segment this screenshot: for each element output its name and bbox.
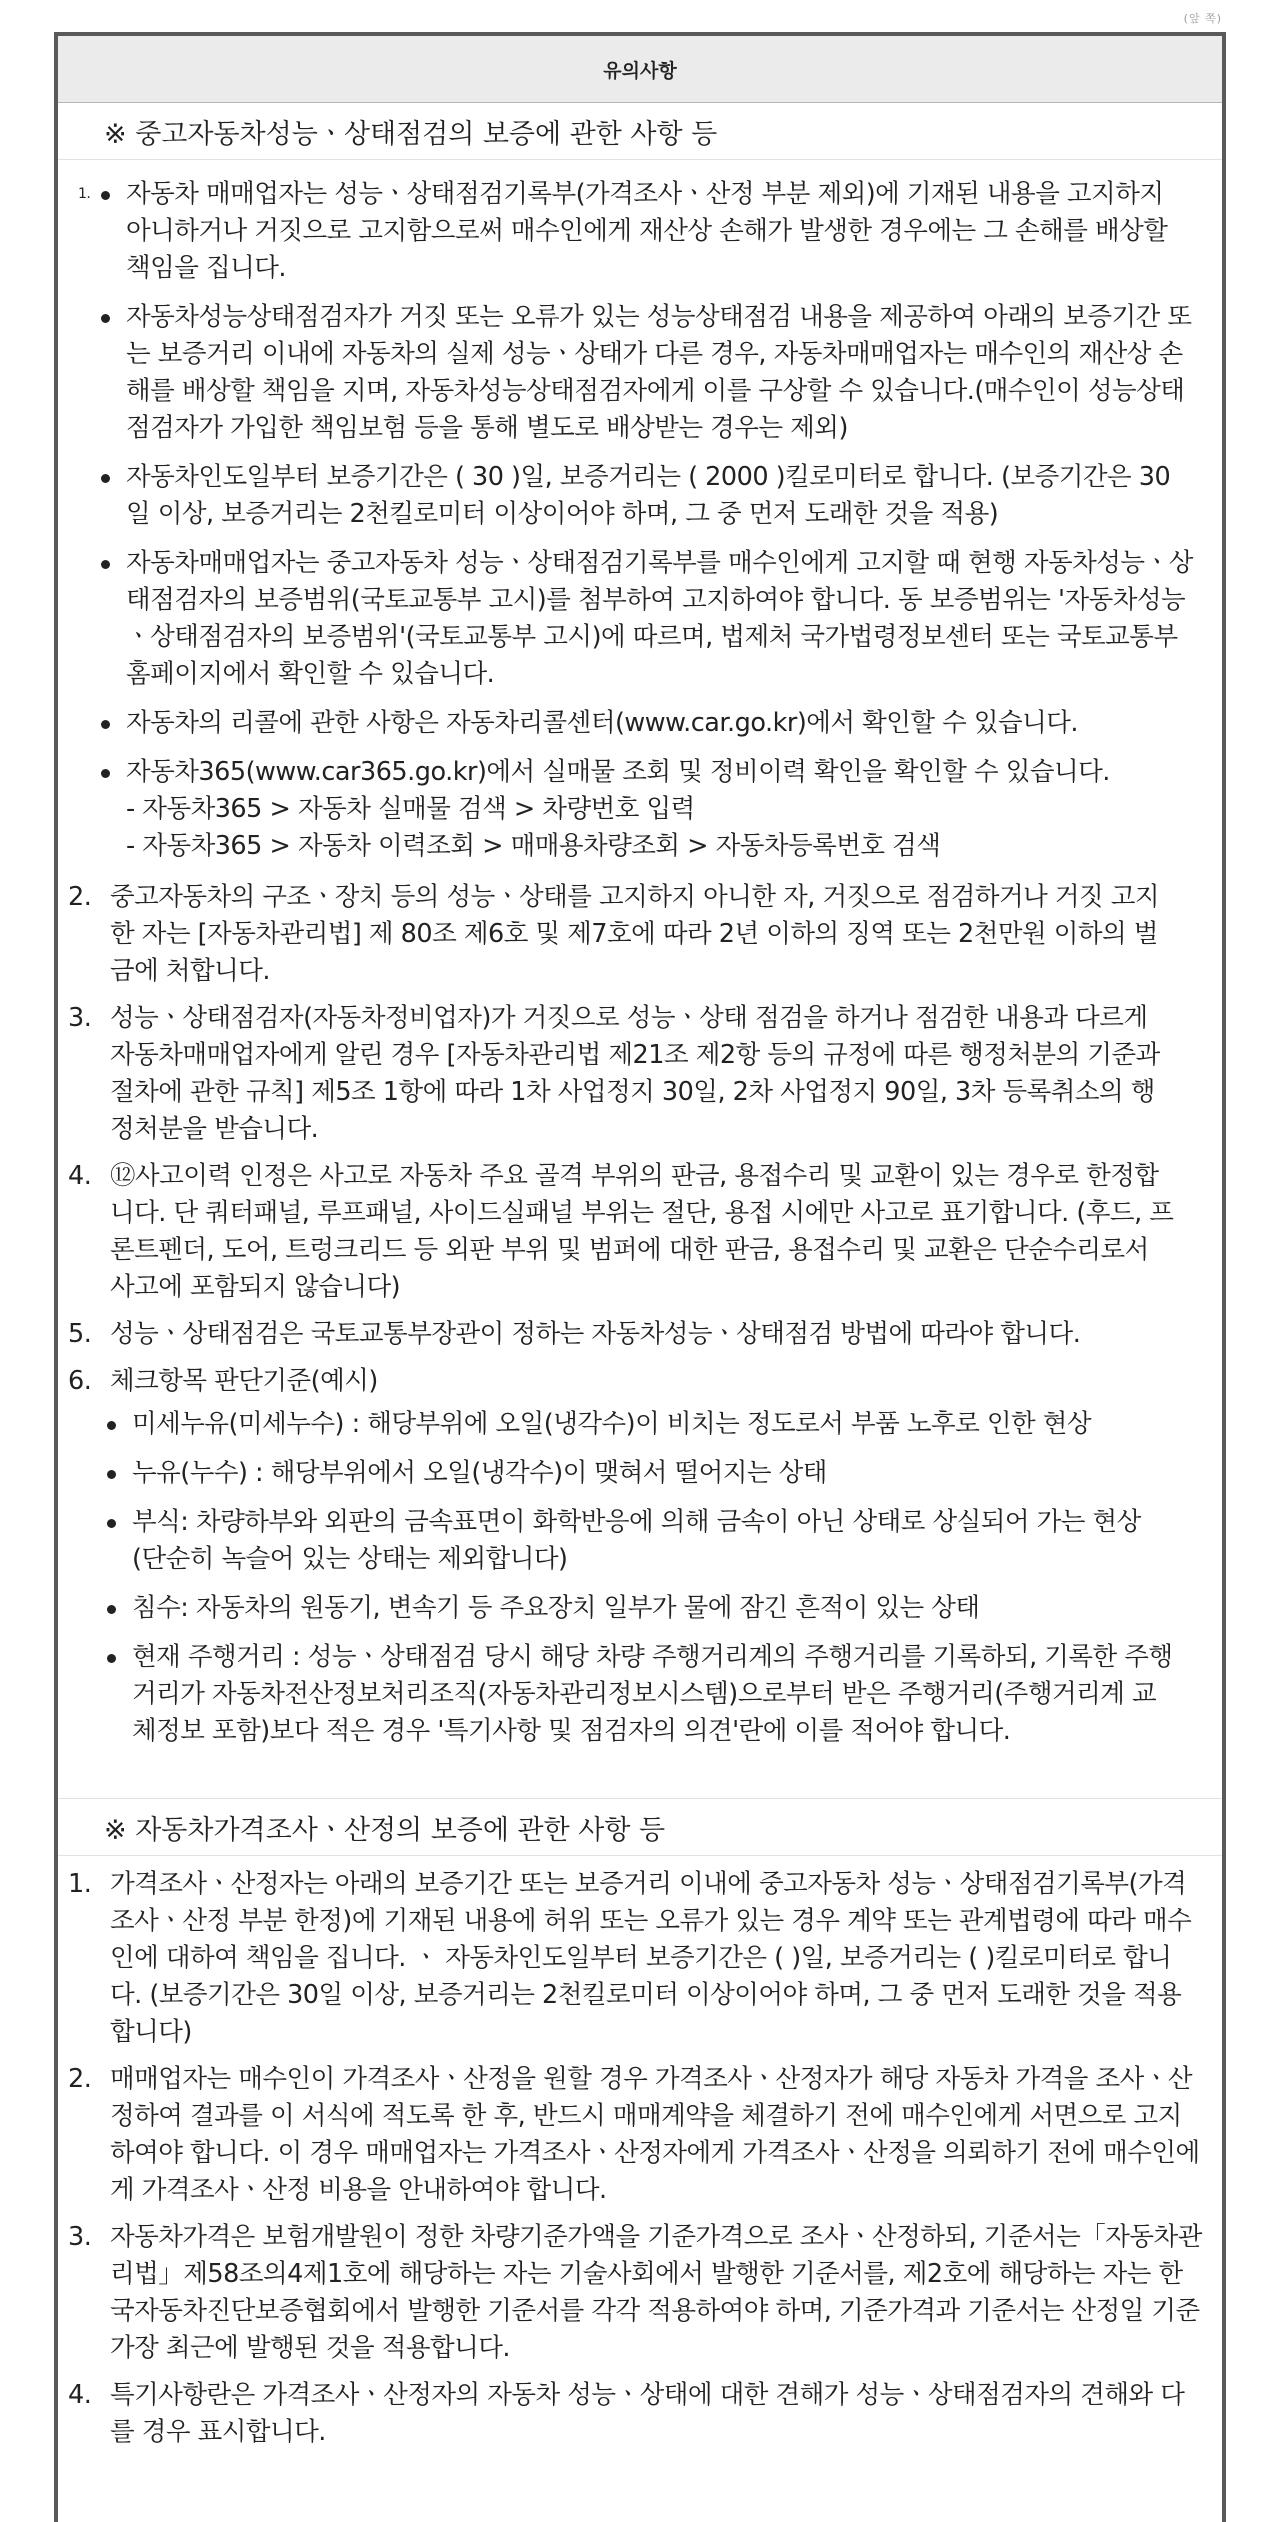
section-2-title: ※ 자동차가격조사ㆍ산정의 보증에 관한 사항 등 bbox=[58, 1799, 1222, 1856]
criteria-bullet: 부식: 차량하부와 외판의 금속표면이 화학반응에 의해 금속이 아닌 상태로 상실되어 가는 현상(단순히 녹슬어 있는 상태는 제외합니다) bbox=[104, 1504, 1174, 1578]
item-1-bullet-list bbox=[78, 176, 1194, 865]
item-1-bullet: 자동차성능상태점검자가 거짓 또는 오류가 있는 성능상태점검 내용을 제공하여 아래의 보증기간 또는 보증거리 이내에 자동차의 실제 성능ㆍ상태가 다른 경우, 자동차매매업자는 매수인의 재산상 손해를 배상할 책임을 지며, 자동차성능상태점검자에게 이를 구상할 수 있습니다.(매수인이 성능상태점검자가 가입한 책임보험 등을 통해 별도로 배상받는 경우는 제외) bbox=[98, 299, 1194, 447]
item-1-bullet-car365: 자동차365(www.car365.go.kr)에서 실매물 조회 및 정비이력 확인을 확인할 수 있습니다. - 자동차365 > 자동차 실매물 검색 > 차량번호 입력 - 자동차365 > 자동차 이력조회 > 매매용차량조회 > 자동차등록번호 검색 bbox=[98, 754, 1194, 865]
numbered-item: 4. 특기사항란은 가격조사ㆍ산정자의 자동차 성능ㆍ상태에 대한 견해가 성능ㆍ상태점검자의 견해와 다를 경우 표시합니다. bbox=[68, 2380, 1185, 2447]
criteria-bullet: 현재 주행거리 : 성능ㆍ상태점검 당시 해당 차량 주행거리계의 주행거리를 기록하되, 기록한 주행거리가 자동차전산정보처리조직(자동차관리정보시스템)으로부터 받은 주행거리(주행거리계 교체정보 포함)보다 적은 경우 '특기사항 및 점검자의 의견'란에 이를 적어야 합니다. bbox=[104, 1639, 1174, 1750]
numbered-item-criteria: 6. 체크항목 판단기준(예시) 미세누유(미세누수) : 해당부위에 오일(냉각수)이 비치는 정도로서 부품 노후로 인한 현상 누유(누수) : 해당부위에서 오일(냉각수)이 맺혀서 떨어지는 상태 부식: 차량하부와 외판의 금속표면이 화학반응에 의해 금속이 아닌 상태로 상실되어 가는 현상(단순히 녹슬어 있는 상태는 제외합니다) 침수: 자동차의 원동기, 변속기 등 주요장치 일부가 물에 잠긴 흔적이 있는 상태 현재 주행거리 : 성능ㆍ상태점검 당시 해당 차량 주행거리계의 주행거리를 기록하되, 기록한 주행거리가 자동차전산정보처리조직(자동차관리정보시스템)으로부터 받은 주행거리(주행거리계 교체정보 포함)보다 적은 경우 '특기사항 및 점검자의 의견'란에 이를 적어야 합니다. bbox=[68, 1363, 1174, 1750]
section-divider bbox=[58, 1762, 1222, 1799]
car365-path-2: - 자동차365 > 자동차 이력조회 > 매매용차량조회 > 자동차등록번호 검색 bbox=[126, 831, 941, 861]
numbered-item: 2. 매매업자는 매수인이 가격조사ㆍ산정을 원할 경우 가격조사ㆍ산정자가 해당 자동차 가격을 조사ㆍ산정하여 결과를 이 서식에 적도록 한 후, 반드시 매매계약을 체결하기 전에 매수인에게 서면으로 고지하여야 합니다. 이 경우 매매업자는 가격조사ㆍ산정자에게 가격조사ㆍ산정을 의뢰하기 전에 매수인에게 가격조사ㆍ산정 비용을 안내하여야 합니다. bbox=[68, 2064, 1200, 2205]
section-2-numbered-list bbox=[58, 1866, 1222, 2451]
numbered-item: 4. ⑫사고이력 인정은 사고로 자동차 주요 골격 부위의 판금, 용접수리 및 교환이 있는 경우로 한정합니다. 단 쿼터패널, 루프패널, 사이드실패널 부위는 절단, 용접 시에만 사고로 표기합니다. (후드, 프론트펜더, 도어, 트렁크리드 등 외판 부위 및 범퍼에 대한 판금, 용접수리 및 교환은 단순수리로서 사고에 포함되지 않습니다) bbox=[68, 1161, 1174, 1302]
item-1-bullet: 1. 자동차 매매업자는 성능ㆍ상태점검기록부(가격조사ㆍ산정 부분 제외)에 기재된 내용을 고지하지 아니하거나 거짓으로 고지함으로써 매수인에게 재산상 손해가 발생한 경우에는 그 손해를 배상할 책임을 집니다. bbox=[98, 176, 1194, 287]
item-1-bullet: 자동차매매업자는 중고자동차 성능ㆍ상태점검기록부를 매수인에게 고지할 때 현행 자동차성능ㆍ상태점검자의 보증범위(국토교통부 고시)를 첨부하여 고지하여야 합니다. 동 보증범위는 '자동차성능ㆍ상태점검자의 보증범위'(국토교통부 고시)에 따르며, 법제처 국가법령정보센터 또는 국토교통부 홈페이지에서 확인할 수 있습니다. bbox=[98, 545, 1194, 693]
item-1-number: 1. bbox=[78, 186, 91, 202]
notice-header bbox=[58, 36, 1222, 103]
numbered-item: 1. 가격조사ㆍ산정자는 아래의 보증기간 또는 보증거리 이내에 중고자동차 성능ㆍ상태점검기록부(가격조사ㆍ산정 부분 한정)에 기재된 내용에 허위 또는 오류가 있는 경우 계약 또는 관계법령에 따라 매수인에 대하여 책임을 집니다. ㆍ 자동차인도일부터 보증기간은 ( )일, 보증거리는 ( )킬로미터로 합니다. (보증기간은 30일 이상, 보증거리는 2천킬로미터 이상이어야 하며, 그 중 먼저 도래한 것을 적용합니다) bbox=[68, 1869, 1192, 2047]
criteria-bullet-list bbox=[104, 1406, 1174, 1750]
car365-path-1: - 자동차365 > 자동차 실매물 검색 > 차량번호 입력 bbox=[126, 794, 695, 824]
criteria-bullet: 침수: 자동차의 원동기, 변속기 등 주요장치 일부가 물에 잠긴 흔적이 있는 상태 bbox=[104, 1590, 1174, 1627]
item-1-bullet: 자동차의 리콜에 관한 사항은 자동차리콜센터(www.car.go.kr)에서 확인할 수 있습니다. bbox=[98, 705, 1194, 742]
section-1-numbered-list bbox=[58, 879, 1194, 1750]
section-1-content bbox=[58, 160, 1222, 1750]
criteria-bullet: 누유(누수) : 해당부위에서 오일(냉각수)이 맺혀서 떨어지는 상태 bbox=[104, 1455, 1174, 1492]
notice-title: 유의사항 bbox=[603, 59, 677, 82]
notice-frame bbox=[54, 32, 1226, 2522]
item-1-bullet: 자동차인도일부터 보증기간은 ( 30 )일, 보증거리는 ( 2000 )킬로미터로 합니다. (보증기간은 30일 이상, 보증거리는 2천킬로미터 이상이어야 하며, 그 중 먼저 도래한 것을 적용) bbox=[98, 459, 1194, 533]
page-corner-mark: (앞 쪽) bbox=[1183, 12, 1222, 25]
numbered-item: 5. 성능ㆍ상태점검은 국토교통부장관이 정하는 자동차성능ㆍ상태점검 방법에 따라야 합니다. bbox=[68, 1319, 1081, 1349]
section-1-title: ※ 중고자동차성능ㆍ상태점검의 보증에 관한 사항 등 bbox=[58, 103, 1222, 160]
criteria-bullet: 미세누유(미세누수) : 해당부위에 오일(냉각수)이 비치는 정도로서 부품 노후로 인한 현상 bbox=[104, 1406, 1174, 1443]
numbered-item: 2. 중고자동차의 구조ㆍ장치 등의 성능ㆍ상태를 고지하지 아니한 자, 거짓으로 점검하거나 거짓 고지한 자는 [자동차관리법] 제 80조 제6호 및 제7호에 따라 2년 이하의 징역 또는 2천만원 이하의 벌금에 처합니다. bbox=[68, 882, 1159, 986]
numbered-item: 3. 자동차가격은 보험개발원이 정한 차량기준가액을 기준가격으로 조사ㆍ산정하되, 기준서는「자동차관리법」제58조의4제1호에 해당하는 자는 기술사회에서 발행한 기준서를, 제2호에 해당하는 자는 한국자동차진단보증협회에서 발행한 기준서를 각각 적용하여야 하며, 기준가격과 기준서는 산정일 기준 가장 최근에 발행된 것을 적용합니다. bbox=[68, 2222, 1202, 2363]
numbered-item: 3. 성능ㆍ상태점검자(자동차정비업자)가 거짓으로 성능ㆍ상태 점검을 하거나 점검한 내용과 다르게 자동차매매업자에게 알린 경우 [자동차관리법 제21조 제2항 등의 규정에 따른 행정처분의 기준과 절차에 관한 규칙] 제5조 1항에 따라 1차 사업정지 30일, 2차 사업정지 90일, 3차 등록취소의 행정처분을 받습니다. bbox=[68, 1003, 1160, 1144]
section-2-content bbox=[58, 1856, 1222, 2451]
